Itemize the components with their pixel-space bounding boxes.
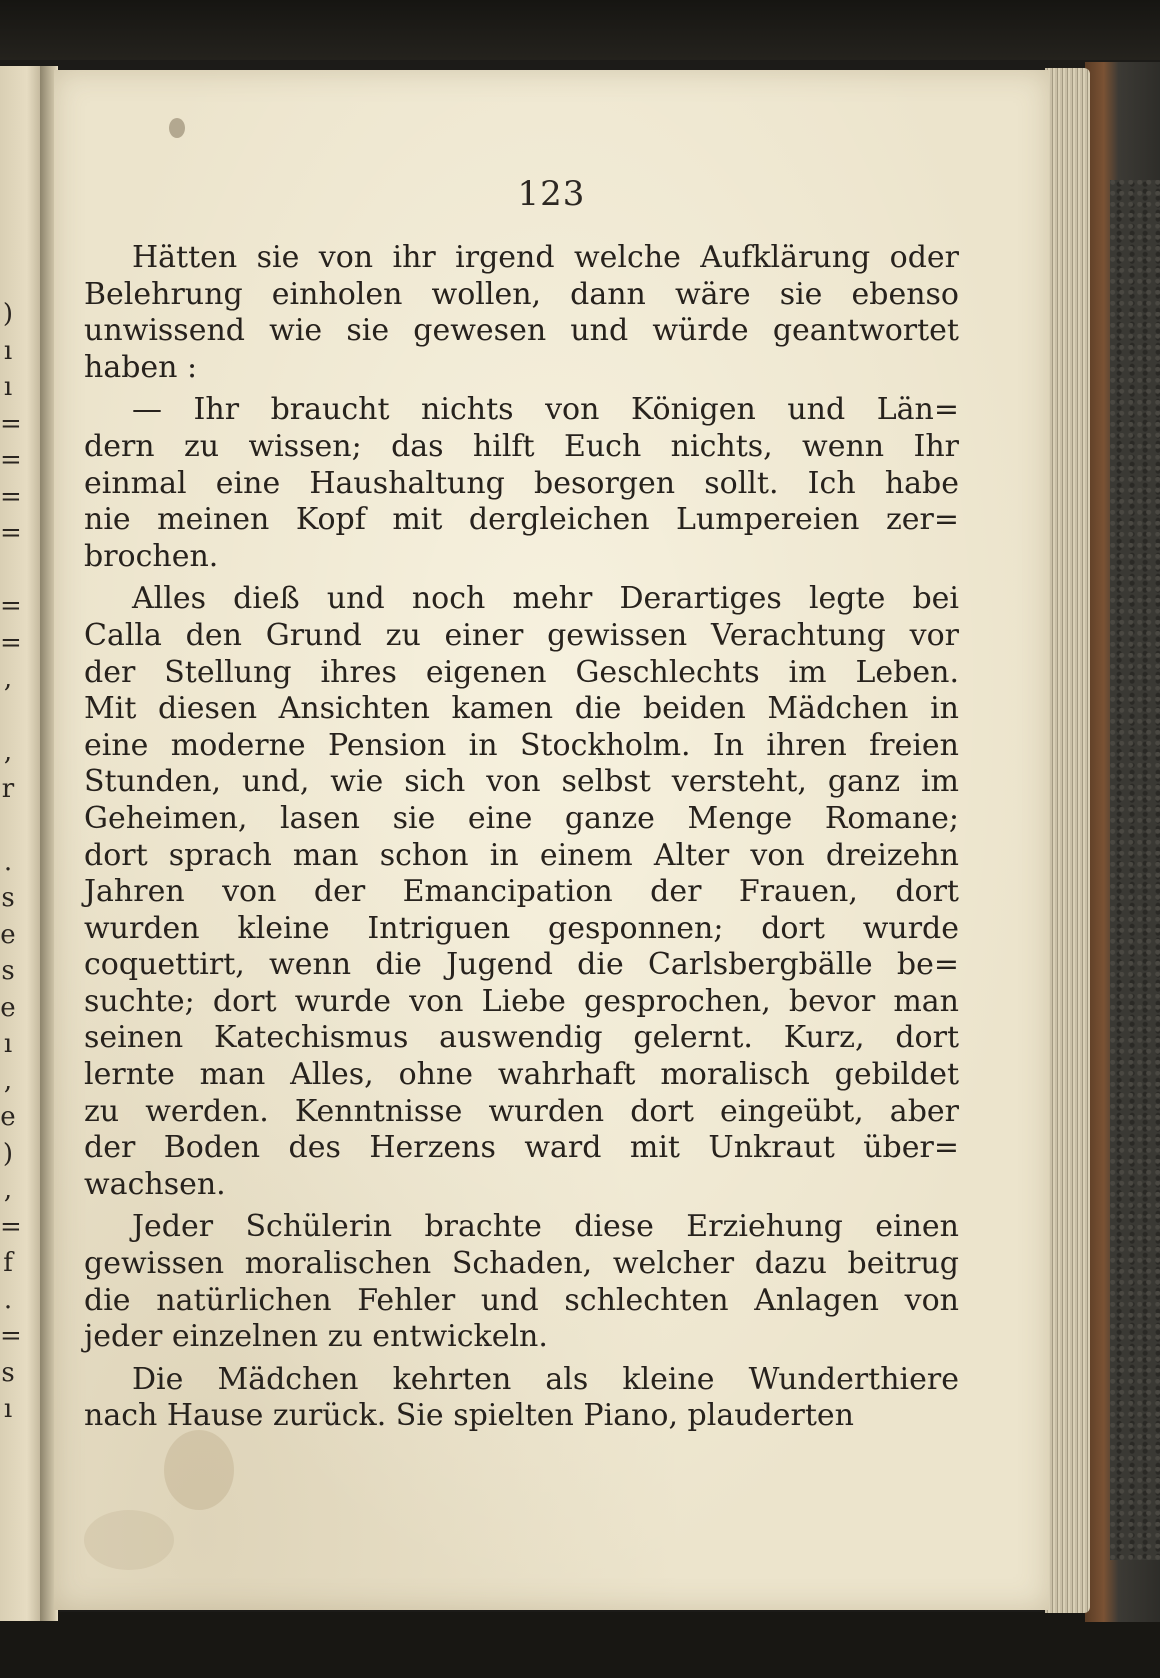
backdrop-top <box>0 0 1160 60</box>
left-page-mark: , <box>3 664 13 694</box>
left-page-mark <box>0 698 16 735</box>
left-page-mark: , <box>3 737 13 767</box>
text-line: zu werden. Kenntnisse wurden dort eingeübt, aber <box>84 1093 959 1129</box>
text-line: Stunden, und, wie sich von selbst versteht, ganz im <box>84 764 959 800</box>
left-page-mark: . <box>3 1284 13 1315</box>
left-page-mark <box>0 807 16 844</box>
backdrop-bottom <box>0 1612 1160 1678</box>
left-page-mark: = <box>0 627 22 658</box>
text-line: Calla den Grund zu einer gewissen Verachtung vor <box>84 617 959 653</box>
left-page-mark: e <box>0 1102 16 1132</box>
left-page-mark: , <box>3 1065 13 1096</box>
text-line: lernte man Alles, ohne wahrhaft moralisch gebildet <box>84 1057 959 1093</box>
text-line: jeder einzelnen zu entwickeln. <box>84 1319 548 1355</box>
text-line: seinen Katechismus auswendig gelernt. Kurz, dort <box>84 1020 959 1056</box>
left-page-mark: = <box>0 408 22 439</box>
left-page-mark: . <box>3 846 13 877</box>
text-line: brochen. <box>84 538 219 574</box>
left-page-mark: ) <box>2 1138 14 1169</box>
book-page <box>54 70 1049 1610</box>
left-page-mark: s <box>1 1357 15 1388</box>
book-cover-board <box>1110 180 1160 1560</box>
paragraph <box>84 1362 959 1435</box>
text-line: nie meinen Kopf mit dergleichen Lumpereien zer= <box>84 502 959 538</box>
paragraph <box>84 581 959 1203</box>
left-page-mark: s <box>1 883 15 913</box>
page-stain <box>164 1430 234 1510</box>
text-line: haben : <box>84 349 198 385</box>
paragraph <box>84 240 959 386</box>
text-line: gewissen moralischen Schaden, welcher dazu beitrug <box>84 1246 959 1282</box>
text-line: Die Mädchen kehrten als kleine Wunderthiere <box>132 1361 959 1397</box>
left-page-mark: ı <box>3 1029 13 1059</box>
paragraph <box>84 1209 959 1355</box>
page-number: 123 <box>517 174 586 214</box>
text-line: wachsen. <box>84 1166 226 1202</box>
page-stack-edge <box>1045 68 1090 1613</box>
text-line: Alles dieß und noch mehr Derartiges legte bei <box>132 581 959 617</box>
paragraph <box>84 392 959 575</box>
text-line: Geheimen, lasen sie eine ganze Menge Romane; <box>84 800 959 836</box>
left-page-mark: = <box>0 1321 22 1351</box>
text-line: Hätten sie von ihr irgend welche Aufklärung oder <box>132 240 959 275</box>
text-line: wurden kleine Intriguen gesponnen; dort wurde <box>84 910 959 946</box>
text-line: Mit diesen Ansichten kamen die beiden Mädchen in <box>84 691 959 727</box>
body-text <box>84 240 959 1435</box>
text-line: eine moderne Pension in Stockholm. In ihren freien <box>84 727 959 763</box>
left-page-mark: e <box>0 919 16 950</box>
page-stain <box>84 1510 174 1570</box>
left-page-marks <box>0 296 22 1428</box>
left-page-mark: s <box>1 956 15 986</box>
text-line: der Boden des Herzens ward mit Unkraut über= <box>84 1130 959 1166</box>
text-line: suchte; dort wurde von Liebe gesprochen, bevor man <box>84 983 959 1019</box>
text-line: die natürlichen Fehler und schlechten Anlagen von <box>84 1282 959 1318</box>
left-page-mark: ı <box>3 335 13 366</box>
text-line: coquettirt, wenn die Jugend die Carlsbergbälle be= <box>84 947 959 983</box>
text-line: Belehrung einholen wollen, dann wäre sie ebenso <box>84 276 959 312</box>
left-page-mark: r <box>1 773 15 804</box>
left-page <box>0 66 45 1621</box>
left-page-mark: e <box>0 992 16 1023</box>
left-page-mark: = <box>0 518 22 548</box>
left-page-mark: , <box>3 1175 13 1205</box>
left-page-mark: ı <box>3 1394 13 1424</box>
left-page-mark: = <box>0 445 22 475</box>
page-stain <box>169 118 185 138</box>
text-line: Jahren von der Emancipation der Frauen, dort <box>84 874 959 910</box>
text-line: nach Hause zurück. Sie spielten Piano, plauderten <box>84 1398 854 1434</box>
left-page-mark <box>0 552 16 589</box>
left-page-mark: = <box>0 1211 22 1242</box>
text-line: unwissend wie sie gewesen und würde geantwortet <box>84 313 959 349</box>
left-page-mark: ) <box>2 299 14 329</box>
left-page-mark: = <box>0 481 22 512</box>
text-line: dort sprach man schon in einem Alter von dreizehn <box>84 837 959 873</box>
left-page-mark: = <box>0 591 22 621</box>
text-line: Jeder Schülerin brachte diese Erziehung einen <box>132 1209 959 1245</box>
left-page-mark: ı <box>3 372 13 402</box>
text-line: einmal eine Haushaltung besorgen sollt. Ich habe <box>84 465 959 501</box>
text-line: — Ihr braucht nichts von Königen und Län= <box>132 392 959 428</box>
text-line: der Stellung ihres eigenen Geschlechts im Leben. <box>84 654 959 690</box>
left-page-mark: f <box>3 1248 13 1278</box>
text-line: dern zu wissen; das hilft Euch nichts, wenn Ihr <box>84 428 959 464</box>
